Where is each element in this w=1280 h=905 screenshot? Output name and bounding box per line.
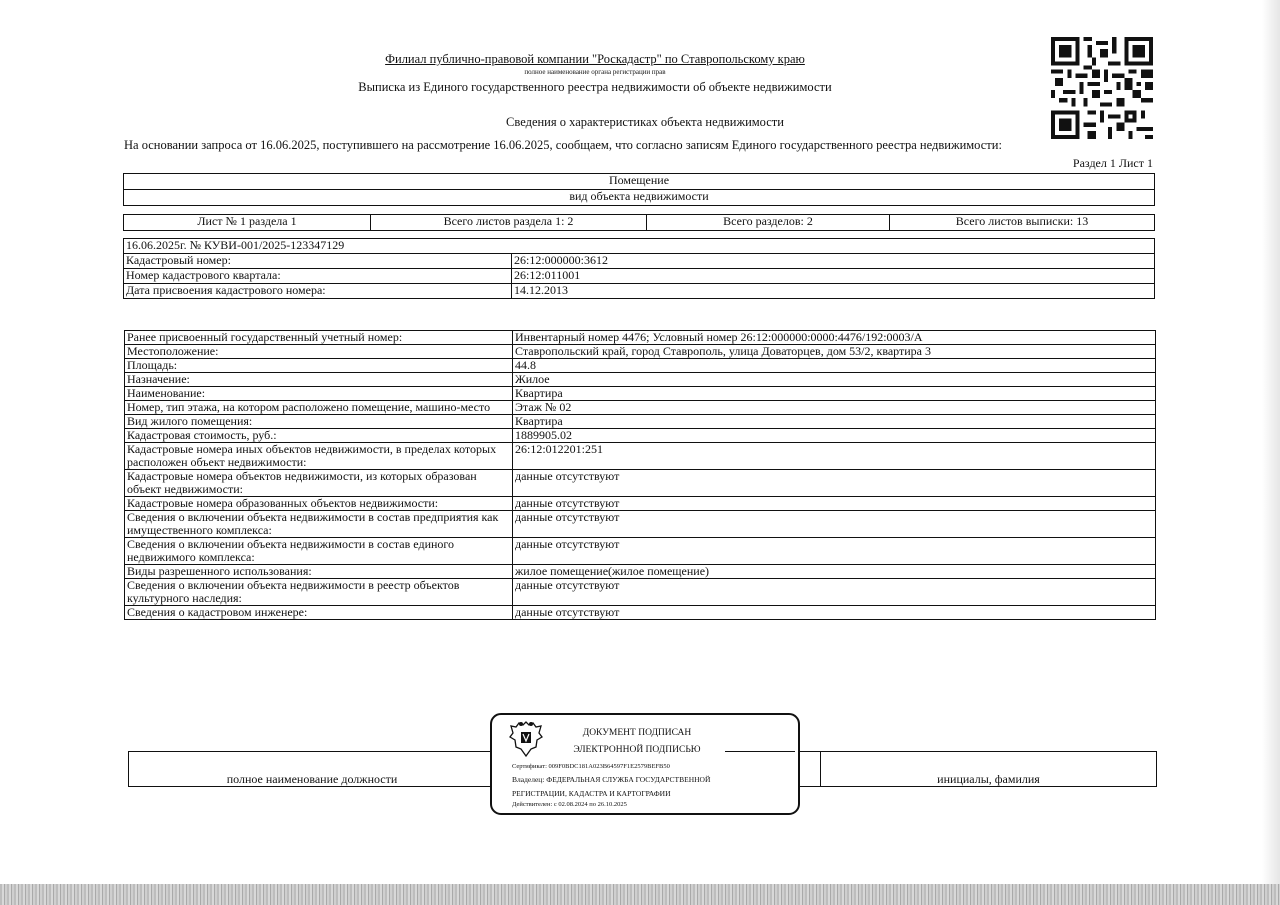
- table-row: [125, 415, 1156, 429]
- table-row: [125, 331, 1156, 345]
- row-label: Площадь:: [125, 359, 513, 373]
- row-value: данные отсутствуют: [513, 470, 1156, 497]
- table-row: [125, 606, 1156, 620]
- row-value: Жилое: [513, 373, 1156, 387]
- object-type-caption: вид объекта недвижимости: [124, 190, 1155, 206]
- section-title: Сведения о характеристиках объекта недвижимости: [506, 115, 784, 129]
- row-value: данные отсутствуют: [513, 497, 1156, 511]
- row-label: Ранее присвоенный государственный учетный номер:: [125, 331, 513, 345]
- table-row: [125, 470, 1156, 497]
- row-value: 26:12:000000:3612: [512, 254, 1155, 269]
- row-label: Кадастровые номера образованных объектов недвижимости:: [125, 497, 513, 511]
- row-label: Назначение:: [125, 373, 513, 387]
- row-label: Местоположение:: [125, 345, 513, 359]
- row-value: данные отсутствуют: [513, 511, 1156, 538]
- table-row: [125, 443, 1156, 470]
- row-label: Дата присвоения кадастрового номера:: [124, 284, 512, 299]
- row-label: Номер кадастрового квартала:: [124, 269, 512, 284]
- request-date-number: 16.06.2025г. № КУВИ-001/2025-123347129: [124, 239, 1155, 254]
- row-label: Вид жилого помещения:: [125, 415, 513, 429]
- table-row: [124, 254, 1155, 269]
- extract-title: Выписка из Единого государственного реестра недвижимости об объекте недвижимости: [358, 80, 832, 94]
- row-value: Ставропольский край, город Ставрополь, улица Доваторцев, дом 53/2, квартира 3: [513, 345, 1156, 359]
- table-row: [125, 387, 1156, 401]
- extract-sheet-count: Всего листов выписки: 13: [890, 215, 1155, 231]
- row-value: данные отсутствуют: [513, 579, 1156, 606]
- row-label: Сведения о включении объекта недвижимости в реестр объектов культурного наследия:: [125, 579, 513, 606]
- qr-code-icon: [1050, 37, 1154, 139]
- object-type-value: Помещение: [124, 174, 1155, 190]
- row-label: Сведения о кадастровом инженере:: [125, 606, 513, 620]
- table-row: [125, 429, 1156, 443]
- table-row: [125, 538, 1156, 565]
- table-row: [125, 511, 1156, 538]
- table-row: [124, 284, 1155, 299]
- stamp-owner-continued: РЕГИСТРАЦИИ, КАДАСТРА И КАРТОГРАФИИ: [512, 789, 671, 798]
- row-value: данные отсутствуют: [513, 538, 1156, 565]
- table-row: [125, 565, 1156, 579]
- row-value: данные отсутствуют: [513, 606, 1156, 620]
- characteristics-table: [124, 330, 1156, 620]
- sheet-number: Лист № 1 раздела 1: [124, 215, 371, 231]
- table-row: [124, 269, 1155, 284]
- registry-organization: Филиал публично-правовой компании "Роскадастр" по Ставропольскому краю: [385, 52, 805, 66]
- object-type-table: [123, 173, 1155, 206]
- row-label: Кадастровая стоимость, руб.:: [125, 429, 513, 443]
- row-label: Сведения о включении объекта недвижимости в состав единого недвижимого комплекса:: [125, 538, 513, 565]
- row-label: Сведения о включении объекта недвижимости в состав предприятия как имущественного комплекса:: [125, 511, 513, 538]
- section-count: Всего разделов: 2: [647, 215, 890, 231]
- section-sheet-count: Всего листов раздела 1: 2: [371, 215, 647, 231]
- row-value: Квартира: [513, 387, 1156, 401]
- stamp-line-signed: ДОКУМЕНТ ПОДПИСАН: [582, 728, 692, 738]
- name-caption: инициалы, фамилия: [821, 768, 1157, 787]
- stamp-line-electronic: ЭЛЕКТРОННОЙ ПОДПИСЬЮ: [573, 745, 701, 755]
- table-row: [125, 345, 1156, 359]
- row-label: Кадастровый номер:: [124, 254, 512, 269]
- row-value: Этаж № 02: [513, 401, 1156, 415]
- divider: [725, 751, 795, 752]
- row-label: Кадастровые номера объектов недвижимости, из которых образован объект недвижимости:: [125, 470, 513, 497]
- row-value: жилое помещение(жилое помещение): [513, 565, 1156, 579]
- stamp-validity: Действителен: с 02.08.2024 по 26.10.2025: [512, 801, 627, 808]
- row-value: 1889905.02: [513, 429, 1156, 443]
- table-row: [125, 359, 1156, 373]
- row-value: 26:12:012201:251: [513, 443, 1156, 470]
- row-label: Наименование:: [125, 387, 513, 401]
- scan-edge-bottom: [0, 884, 1280, 905]
- basic-info-table: [123, 238, 1155, 299]
- scan-edge-right: [1262, 0, 1280, 884]
- table-row: [125, 401, 1156, 415]
- row-value: 14.12.2013: [512, 284, 1155, 299]
- electronic-signature-stamp: [490, 713, 800, 815]
- sheet-info-table: [123, 214, 1155, 231]
- row-value: 44.8: [513, 359, 1156, 373]
- row-label: Номер, тип этажа, на котором расположено помещение, машино-место: [125, 401, 513, 415]
- stamp-owner: Владелец: ФЕДЕРАЛЬНАЯ СЛУЖБА ГОСУДАРСТВЕННОЙ: [512, 775, 711, 784]
- row-value: Квартира: [513, 415, 1156, 429]
- row-value: Инвентарный номер 4476; Условный номер 26:12:000000:0000:4476/192:0003/А: [513, 331, 1156, 345]
- row-label: Кадастровые номера иных объектов недвижимости, в пределах которых расположен объект недвижимости:: [125, 443, 513, 470]
- table-row: [125, 579, 1156, 606]
- section-sheet-ref: Раздел 1 Лист 1: [1072, 156, 1153, 170]
- request-basis-text: На основании запроса от 16.06.2025, поступившего на рассмотрение 16.06.2025, сообщаем, что согласно записям Единого государственного реестра недвижимости:: [124, 138, 1002, 152]
- stamp-certificate: Сертификат: 009F0BDC181A023B64597F1E2579BEFB50: [512, 763, 670, 770]
- table-row: [125, 497, 1156, 511]
- coat-of-arms-icon: [508, 719, 544, 759]
- table-row: [125, 373, 1156, 387]
- row-value: 26:12:011001: [512, 269, 1155, 284]
- row-label: Виды разрешенного использования:: [125, 565, 513, 579]
- registry-organization-note: полное наименование органа регистрации прав: [524, 68, 666, 76]
- position-caption: полное наименование должности: [129, 768, 496, 787]
